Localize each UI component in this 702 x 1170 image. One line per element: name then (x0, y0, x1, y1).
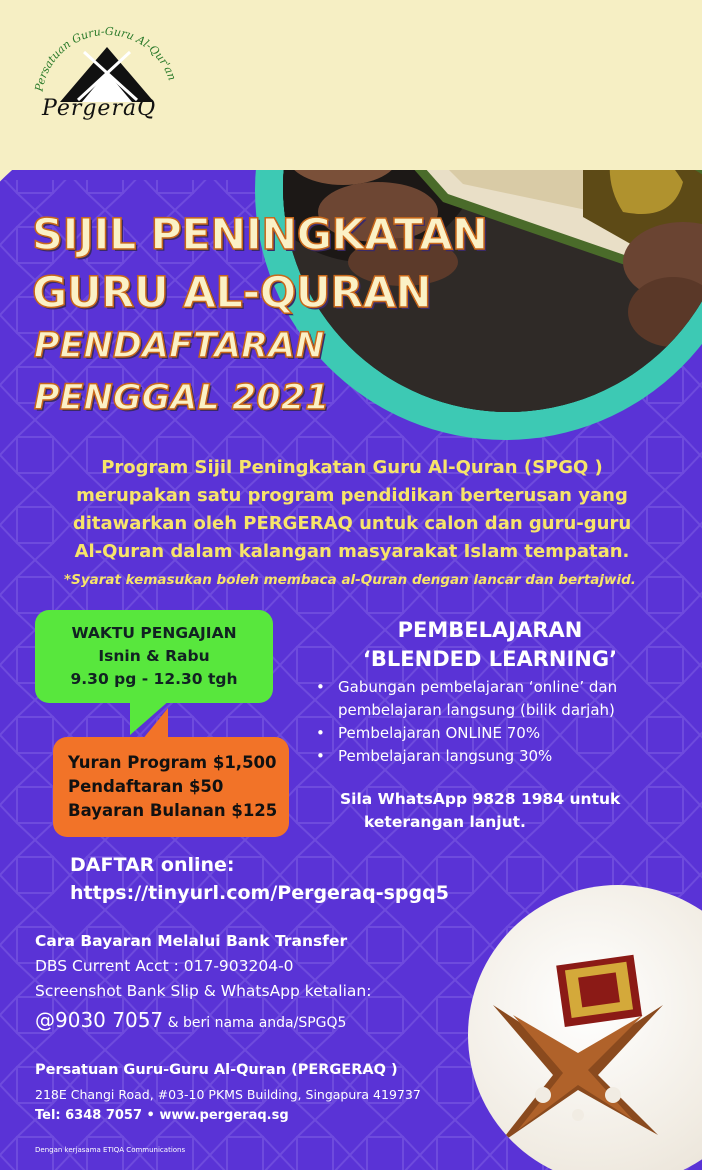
blended-learning-list (316, 676, 696, 768)
list-item-text: Pembelajaran langsung 30% (338, 747, 553, 765)
whatsapp-line1: Sila WhatsApp 9828 1984 untuk (340, 790, 621, 808)
fees-bubble-tail (142, 708, 168, 740)
list-item (316, 676, 696, 722)
whatsapp-info (340, 788, 670, 834)
bank-account: DBS Current Acct : 017-903204-0 (35, 957, 294, 975)
schedule-time: 9.30 pg - 12.30 tgh (70, 670, 238, 688)
fees-bubble (53, 737, 289, 837)
description-line: ditawarkan oleh PERGERAQ untuk calon dan guru-guru (72, 513, 632, 534)
blended-learning-heading (330, 616, 650, 674)
svg-text:Persatuan Guru-Guru Al-Qur'an: Persatuan Guru-Guru Al-Qur'an (32, 24, 179, 93)
blended-heading-line2: ‘BLENDED LEARNING’ (362, 647, 618, 671)
main-title-line2: GURU AL-QURAN (32, 268, 432, 318)
registration-fee: Pendaftaran $50 (68, 777, 224, 796)
organisation-address: 218E Changi Road, #03-10 PKMS Building, Singapura 419737 (35, 1087, 421, 1102)
monthly-fee: Bayaran Bulanan $125 (68, 801, 278, 820)
organisation-name: Persatuan Guru-Guru Al-Quran (PERGERAQ ) (35, 1062, 398, 1078)
bullet-icon: • (316, 724, 325, 742)
logo-wordmark: PergeraQ (42, 96, 157, 121)
main-title-line1: SIJIL PENINGKATAN (32, 210, 488, 260)
list-item-text: Pembelajaran ONLINE 70% (338, 724, 541, 742)
payment-whatsapp (35, 1008, 346, 1032)
credit-line: Dengan kerjasama ETIQA Communications (35, 1146, 186, 1154)
program-description (36, 454, 668, 566)
payment-phone-note: & beri nama anda/SPGQ5 (163, 1015, 347, 1031)
schedule-days: Isnin & Rabu (98, 647, 210, 665)
blended-heading-line1: PEMBELAJARAN (397, 618, 583, 642)
subtitle-line2: PENGGAL 2021 (34, 378, 330, 418)
bullet-icon: • (316, 747, 325, 765)
list-item-text: Gabungan pembelajaran ‘online’ dan (338, 678, 618, 696)
register-link[interactable]: https://tinyurl.com/Pergeraq-spgq5 (70, 882, 449, 904)
entry-requirement-note: *Syarat kemasukan boleh membaca al-Quran dengan lancar dan bertajwid. (64, 572, 636, 588)
list-item (316, 745, 696, 768)
program-fee: Yuran Program $1,500 (68, 753, 277, 772)
payment-slip-instruction: Screenshot Bank Slip & WhatsApp ketalian: (35, 982, 372, 1000)
description-line: merupakan satu program pendidikan berterusan yang (76, 485, 628, 506)
schedule-bubble (35, 610, 273, 703)
register-label: DAFTAR online: (70, 854, 235, 876)
payment-phone: @9030 7057 (35, 1008, 164, 1032)
payment-title: Cara Bayaran Melalui Bank Transfer (35, 932, 348, 950)
bullet-icon: • (316, 678, 325, 696)
list-item-text-cont: pembelajaran langsung (bilik darjah) (338, 701, 615, 719)
whatsapp-line2: keterangan lanjut. (364, 813, 526, 831)
subtitle-line1: PENDAFTARAN (34, 326, 325, 366)
description-line: Al-Quran dalam kalangan masyarakat Islam tempatan. (74, 541, 630, 562)
organisation-contact: Tel: 6348 7057 • www.pergeraq.sg (35, 1108, 289, 1123)
description-line: Program Sijil Peningkatan Guru Al-Quran (SPGQ ) (101, 457, 603, 478)
schedule-title: WAKTU PENGAJIAN (71, 624, 237, 642)
list-item (316, 722, 696, 745)
